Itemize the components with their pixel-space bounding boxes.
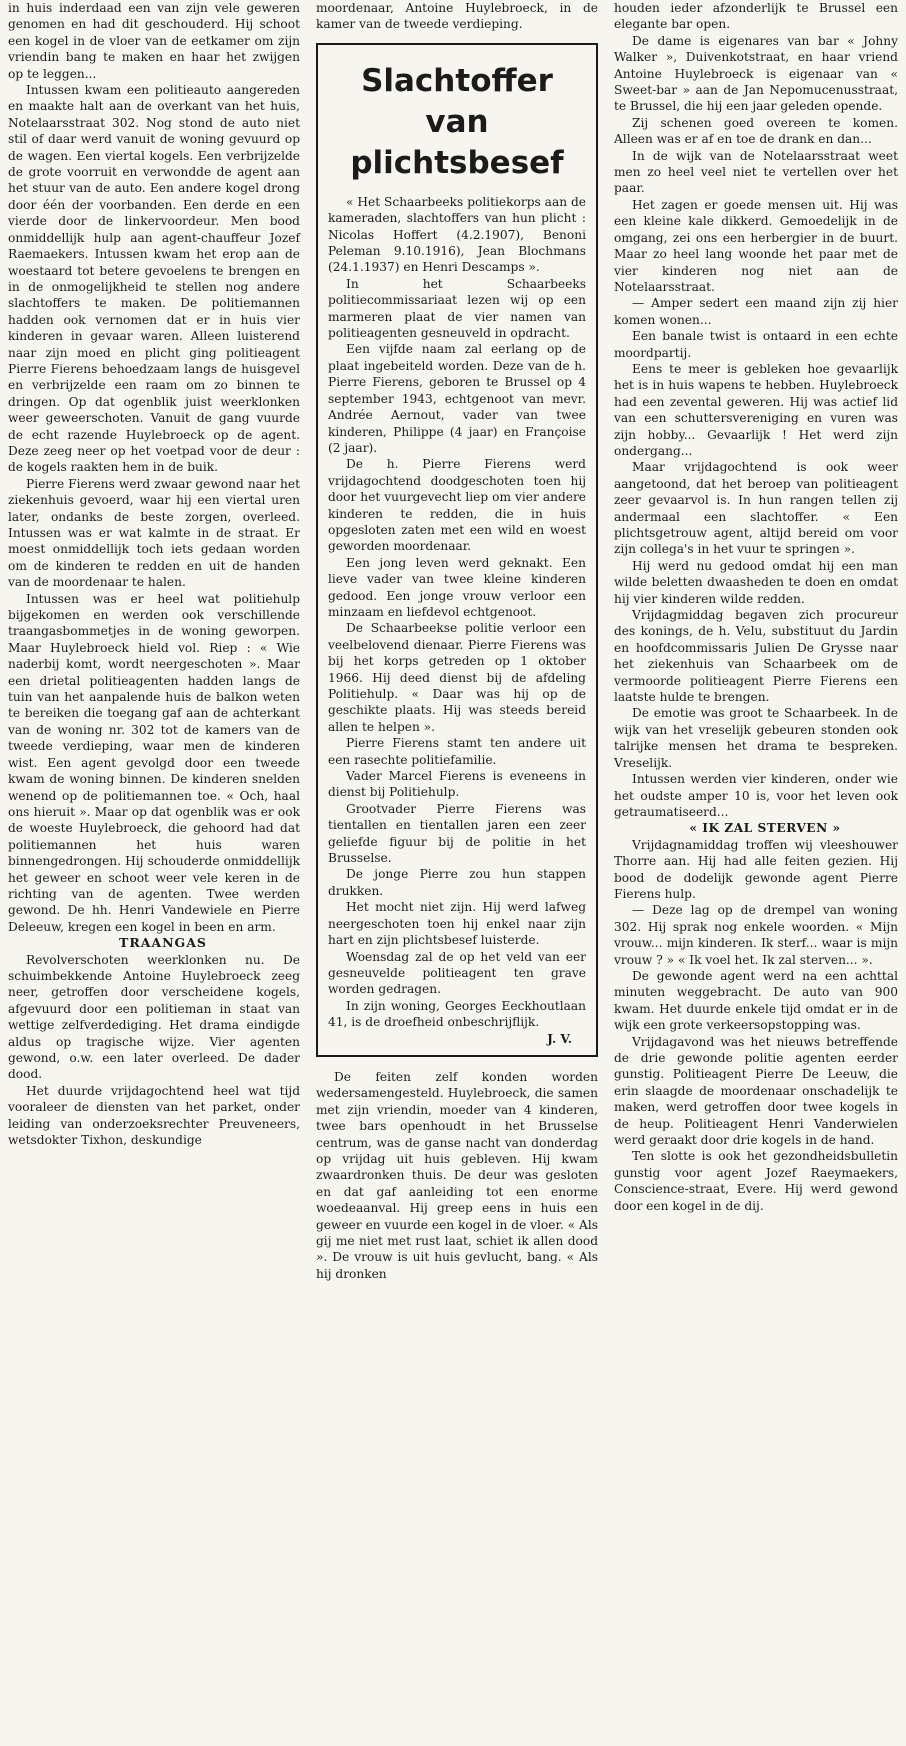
paragraph: Het mocht niet zijn. Hij werd lafweg neergeschoten toen hij enkel naar zijn hart en zijn plichtsbesef luisterde. bbox=[328, 900, 586, 948]
paragraph: moordenaar, Antoine Huylebroeck, in de kamer van de tweede verdieping. bbox=[316, 1, 598, 32]
paragraph: Vrijdagmiddag begaven zich procureur des konings, de h. Velu, substituut du Jardin en hoofdcommissaris Julien De Grysse naar het ziekenhuis van Schaarbeek om de vermoorde politieagent Pierre Fierens een laatste hulde te brengen. bbox=[614, 608, 898, 705]
article-column-2 bbox=[316, 0, 598, 1282]
paragraph: Maar vrijdagochtend is ook weer aangetoond, dat het beroep van politieagent zeer gevaarvol is. In hun rangen tellen zij andermaal een slachtoffer. « Een plichtsgetrouw agent, altijd bereid om voor zijn collega's in het vuur te springen ». bbox=[614, 460, 898, 557]
author-signature: J. V. bbox=[547, 1031, 572, 1046]
title-line: Slachtoffer bbox=[361, 62, 553, 99]
paragraph: « Het Schaarbeeks politiekorps aan de kameraden, slachtoffers van hun plicht : Nicolas Hoffert (4.2.1907), Benoni Peleman 9.10.1916), Jean Blochmans (24.1.1937) en Henri Descamps ». bbox=[328, 194, 586, 275]
title-line: plichtsbesef bbox=[350, 144, 564, 181]
paragraph: Eens te meer is gebleken hoe gevaarlijk het is in huis wapens te hebben. Huylebroeck had een zevental geweren. Hij was actief lid van een schuttersvereniging en vuren was zijn hobby... Gevaarlijk ! Het werd zijn ondergang... bbox=[614, 361, 898, 458]
paragraph: in huis inderdaad een van zijn vele geweren genomen en had dit geschouderd. Hij schoot een kogel in de vloer van de eetkamer om zijn vriendin bang te maken en haar het zwijgen op te leggen... bbox=[8, 1, 300, 81]
article-column-3 bbox=[614, 0, 898, 1214]
paragraph: Een banale twist is ontaard in een echte moordpartij. bbox=[614, 329, 898, 360]
paragraph: In zijn woning, Georges Eeckhoutlaan 41, is de droefheid onbeschrijflijk. bbox=[328, 998, 586, 1030]
boxed-sidebar bbox=[316, 43, 598, 1057]
paragraph: — Amper sedert een maand zijn zij hier komen wonen... bbox=[614, 296, 898, 327]
paragraph: De h. Pierre Fierens werd vrijdagochtend doodgeschoten toen hij door het vuurgevecht liep om vier andere kinderen te redden, die in huis opgesloten zaten met een wild en woest geworden moordenaar. bbox=[328, 457, 586, 554]
paragraph: Een jong leven werd geknakt. Een lieve vader van twee kleine kinderen gedood. Een jonge vrouw verloor een minzaam en liefdevol echtgenoot. bbox=[328, 555, 586, 619]
paragraph: Het duurde vrijdagochtend heel wat tijd vooraleer de diensten van het parket, onder leiding van onderzoeksrechter Preuveneers, wetsdokter Tixhon, deskundige bbox=[8, 1083, 300, 1148]
paragraph: houden ieder afzonderlijk te Brussel een elegante bar open. bbox=[614, 1, 898, 32]
section-heading: TRAANGAS bbox=[119, 935, 207, 951]
paragraph: Ten slotte is ook het gezondheidsbulletin gunstig voor agent Jozef Raeymaekers, Conscience-straat, Evere. Hij werd gewond door een kogel in de dij. bbox=[614, 1149, 898, 1213]
paragraph: De feiten zelf konden worden wedersamengesteld. Huylebroeck, die samen met zijn vriendin, moeder van 4 kinderen, twee bars openhoudt in het Brusselse centrum, was de ganse nacht van donderdag op vrijdag uit huis gebleven. Hij kwam zwaardronken thuis. De deur was gesloten en dat gaf aanleiding tot een enorme woedeaanval. Hij greep eens in huis een geweer en vuurde een kogel in de vloer. « Als gij me niet met rust laat, schiet ik allen dood ». De vrouw is uit huis gevlucht, bang. « Als hij dronken bbox=[316, 1069, 598, 1281]
paragraph: Vrijdagnamiddag troffen wij vleeshouwer Thorre aan. Hij had alle feiten gezien. Hij bood de dodelijk gewonde agent Pierre Fierens hulp. bbox=[614, 837, 898, 901]
paragraph: Woensdag zal de op het veld van eer gesneuvelde politieagent ten grave worden gedragen. bbox=[328, 949, 586, 997]
paragraph: In het Schaarbeeks politiecommissariaat lezen wij op een marmeren plaat de vier namen van politieagenten gesneuveld in opdracht. bbox=[328, 276, 586, 341]
paragraph: De Schaarbeekse politie verloor een veelbelovend dienaar. Pierre Fierens was bij het korps getreden op 1 oktober 1966. Hij deed dienst bij de afdeling Politiehulp. « Daar was hij op de geschikte plaats. Hij was steeds bereid allen te helpen ». bbox=[328, 621, 586, 734]
paragraph: Een vijfde naam zal eerlang op de plaat ingebeiteld worden. Deze van de h. Pierre Fierens, geboren te Brussel op 4 september 1943, echtgenoot van mevr. Andrée Aernout, vader van twee kinderen, Philippe (4 jaar) en Françoise (2 jaar). bbox=[328, 342, 586, 455]
paragraph: In de wijk van de Notelaarsstraat weet men zo heel veel niet te vertellen over het paar. bbox=[614, 148, 898, 196]
paragraph: Het zagen er goede mensen uit. Hij was een kleine kale dikkerd. Gemoedelijk in de omgang, zei ons een herbergier in de buurt. Maar zo heel lang woonde het paar met de vier kinderen nog niet aan de Notelaarsstraat. bbox=[614, 197, 898, 294]
title-line: van bbox=[425, 103, 489, 140]
paragraph: Hij werd nu gedood omdat hij een man wilde beletten dwaasheden te doen en omdat hij vier kinderen wilde redden. bbox=[614, 558, 898, 606]
sidebar-title bbox=[328, 61, 586, 184]
paragraph: Pierre Fierens werd zwaar gewond naar het ziekenhuis gevoerd, waar hij een viertal uren later, ondanks de beste zorgen, overleed. Intussen was er wat kalmte in de straat. Er moest onmiddellijk toch iets gedaan worden om de kinderen te redden en uit de handen van de moordenaar te halen. bbox=[8, 476, 300, 590]
paragraph: Intussen kwam een politieauto aangereden en maakte halt aan de overkant van het huis, Notelaarsstraat 302. Nog stond de auto niet stil of daar werd vanuit de woning gevuurd op de wagen. Een viertal kogels. Een verbrijzelde de grote voorruit en verwondde de agent aan het stuur van de auto. Een andere kogel drong door één der voorbanden. Een derde en een vierde door de linkervoordeur. Men bood onmiddellijk hulp aan agent-chauffeur Jozef Raemaekers. Intussen kwam het erop aan de woestaard tot betere gevoelens te brengen en in de onmogelijkheid te stellen nog andere slachtoffers te maken. De politiemannen hadden ook vernomen dat er in huis vier kinderen in gevaar waren. Alleen luisterend naar zijn moed en plicht ging politieagent Pierre Fierens behoedzaam langs de huisgevel en verbrijzelde een raam om zo binnen te dringen. Op dat ogenblik juist weerklonken weer geweerschoten. Vanuit de gang vuurde de echt razende Huylebroeck op de agent. Deze zeeg neer op het voetpad voor de deur : de kogels raakten hem in de buik. bbox=[8, 83, 300, 475]
paragraph: De dame is eigenares van bar « Johny Walker », Duivenkotstraat, en haar vriend Antoine Huylebroeck is eigenaar van « Sweet-bar » aan de Jan Nepomucenusstraat, te Brussel, die hij een jaar geleden opende. bbox=[614, 33, 898, 114]
paragraph: De emotie was groot te Schaarbeek. In de wijk van het vreselijk gebeuren stonden ook talrijke mensen het drama te bespreken. Vreselijk. bbox=[614, 706, 898, 770]
paragraph: De gewonde agent werd na een achttal minuten weggebracht. De auto van 900 kwam. Het duurde enkele tijd omdat er in de wijk een grote verkeersopstopping was. bbox=[614, 968, 898, 1033]
paragraph: Zij schenen goed overeen te komen. Alleen was er af en toe de drank en dan... bbox=[614, 115, 898, 147]
paragraph: Intussen werden vier kinderen, onder wie het oudste amper 10 is, voor het leven ook getraumatiseerd... bbox=[614, 772, 898, 819]
paragraph: Revolverschoten weerklonken nu. De schuimbekkende Antoine Huylebroeck zeeg neer, getroffen door verscheidene kogels, afgevuurd door een politieman in staat van wettige zelfverdediging. Het drama eindigde aldus op tragische wijze. Vier agenten gewond, o.w. een later overleed. De dader dood. bbox=[8, 952, 300, 1082]
paragraph: Intussen was er heel wat politiehulp bijgekomen en werden ook verschillende traangasbommetjes in de woning geworpen. Maar Huylebroeck hield vol. Riep : « Wie naderbij komt, wordt neergeschoten ». Maar een drietal politieagenten hadden langs de tuin van het aanpalende huis de balkon weten te bereiken die toegang gaf aan de achterkant van de woning nr. 302 tot de kamers van de tweede verdieping, waar men de kinderen wist. Een agent gevolgd door een tweede kwam de woning binnen. De kinderen snelden wenend op de politiemannen toe. « Och, haal ons hieruit ». Maar op dat ogenblik was er ook de woeste Huylebroeck, die gehoord had dat politiemannen het huis waren binnengedrongen. Hij schouderde onmiddellijk het geweer en schoot weer vele keren in de richting van de agenten. Twee werden gewond. De hh. Henri Vandewiele en Pierre Deleeuw, kregen een kogel in been en arm. bbox=[8, 591, 300, 934]
paragraph: Grootvader Pierre Fierens was tientallen en tientallen jaren een zeer geliefde figuur bij de politie in het Brusselse. bbox=[328, 801, 586, 866]
article-column-1 bbox=[8, 0, 300, 1148]
paragraph: Pierre Fierens stamt ten andere uit een rasechte politiefamilie. bbox=[328, 736, 586, 767]
paragraph: De jonge Pierre zou hun stappen drukken. bbox=[328, 867, 586, 898]
paragraph: — Deze lag op de drempel van woning 302. Hij sprak nog enkele woorden. « Mijn vrouw... mijn kinderen. Ik sterf... waar is mijn vrouw ? » « Ik voel het. Ik zal sterven... ». bbox=[614, 903, 898, 967]
section-heading: « IK ZAL STERVEN » bbox=[689, 821, 841, 836]
paragraph: Vader Marcel Fierens is eveneens in dienst bij Politiehulp. bbox=[328, 769, 586, 800]
paragraph: Vrijdagavond was het nieuws betreffende de drie gewonde politie agenten eerder gunstig. Politieagent Pierre De Leeuw, die erin slaagde de moordenaar onschadelijk te maken, werd getroffen door twee kogels in de heup. Politieagent Henri Vanderwielen werd geraakt door drie kogels in de hand. bbox=[614, 1034, 898, 1148]
